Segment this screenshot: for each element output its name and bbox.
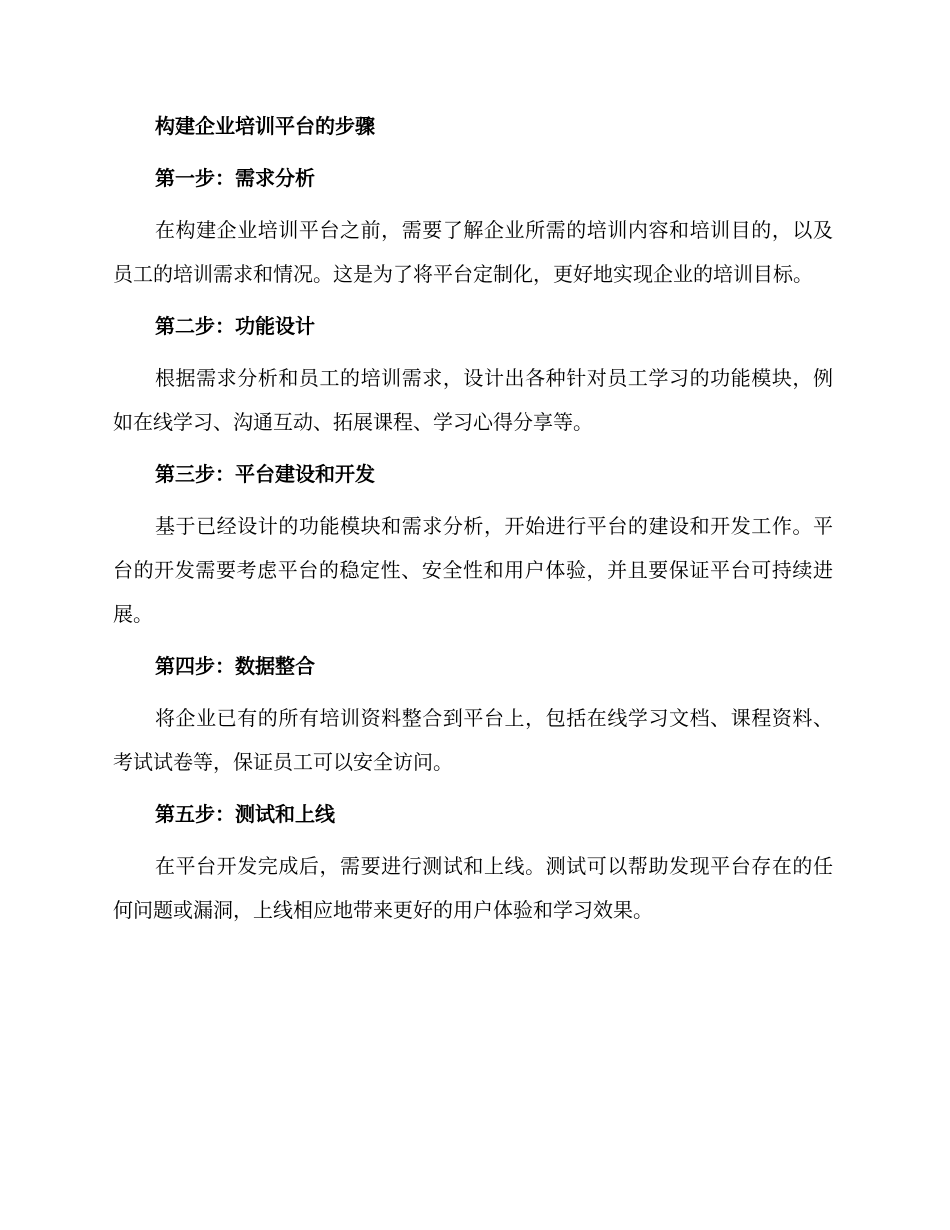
step-2-heading: 第二步：功能设计 — [155, 314, 315, 338]
step-4-body: 将企业已有的所有培训资料整合到平台上，包括在线学习文档、课程资料、考试试卷等，保证员工可以安全访问。 — [113, 706, 833, 774]
step-5-heading: 第五步：测试和上线 — [155, 802, 335, 826]
step-4-heading: 第四步：数据整合 — [155, 654, 315, 678]
step-1-heading: 第一步：需求分析 — [155, 166, 315, 190]
section-step-1 — [113, 160, 833, 296]
section-step-5 — [113, 796, 833, 932]
step-3-heading: 第三步：平台建设和开发 — [155, 462, 375, 486]
section-step-2 — [113, 308, 833, 444]
step-1-body: 在构建企业培训平台之前，需要了解企业所需的培训内容和培训目的，以及员工的培训需求和情况。这是为了将平台定制化，更好地实现企业的培训目标。 — [113, 218, 833, 286]
document-page — [113, 108, 833, 932]
step-2-body: 根据需求分析和员工的培训需求，设计出各种针对员工学习的功能模块，例如在线学习、沟通互动、拓展课程、学习心得分享等。 — [113, 366, 833, 434]
document-title: 构建企业培训平台的步骤 — [155, 114, 375, 138]
step-3-body: 基于已经设计的功能模块和需求分析，开始进行平台的建设和开发工作。平台的开发需要考虑平台的稳定性、安全性和用户体验，并且要保证平台可持续进展。 — [113, 514, 833, 626]
section-step-4 — [113, 648, 833, 784]
step-5-body: 在平台开发完成后，需要进行测试和上线。测试可以帮助发现平台存在的任何问题或漏洞，上线相应地带来更好的用户体验和学习效果。 — [113, 854, 833, 922]
section-step-3 — [113, 456, 833, 636]
